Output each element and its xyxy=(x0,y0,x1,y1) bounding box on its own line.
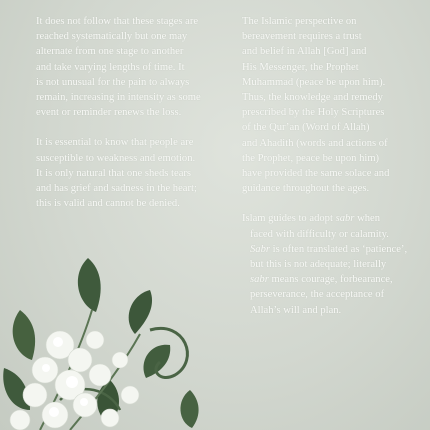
leaf-icon xyxy=(129,290,152,334)
text-line: The Islamic perspective on xyxy=(242,16,357,27)
left-paragraph-2 xyxy=(36,135,218,211)
text-line: faced with difficulty or calamity. xyxy=(250,228,389,240)
text-line: have provided the same solace and xyxy=(242,168,390,180)
text-line: It is essential to know that people are xyxy=(36,137,194,149)
text-line: perseverance, the acceptance of xyxy=(250,289,385,301)
text-line: this is valid and cannot be denied. xyxy=(36,198,180,210)
text-line: Thus, the knowledge and remedy xyxy=(242,92,383,104)
text-line: remain, increasing in intensity as some xyxy=(36,92,201,104)
text-line: and take varying lengths of time. It xyxy=(36,61,185,73)
text-line: of the Qur’an (Word of Allah) xyxy=(242,122,370,134)
left-column xyxy=(36,14,218,226)
text-line xyxy=(242,242,414,257)
text-line: Allah’s will and plan. xyxy=(250,304,342,316)
floral-ornament-icon xyxy=(0,250,230,430)
text-line: prescribed by the Holy Scriptures xyxy=(242,107,385,119)
text-span: Islam guides to adopt xyxy=(242,213,336,225)
italic-term: sabr xyxy=(250,274,269,286)
left-paragraph-1 xyxy=(36,14,218,120)
italic-term: sabr xyxy=(335,213,355,225)
text-line: but this is not adequate; literally xyxy=(250,259,387,271)
text-span: is often translated as ‘patience’, xyxy=(270,243,408,255)
text-span: when xyxy=(354,213,381,225)
text-line: and has grief and sadness in the heart; xyxy=(36,183,197,195)
text-line: is not unusual for the pain to always xyxy=(36,76,190,88)
text-line xyxy=(242,272,414,287)
leaf-icon xyxy=(13,310,35,360)
text-line: It does not follow that these stages are xyxy=(36,16,199,27)
text-line: susceptible to weakness and emotion. xyxy=(36,152,196,164)
text-line: and Ahadith (words and actions of xyxy=(242,137,388,149)
right-paragraph-1 xyxy=(242,14,414,196)
text-line xyxy=(242,211,414,226)
text-line: alternate from one stage to another xyxy=(36,46,184,58)
text-line: the Prophet, peace be upon him) xyxy=(242,152,380,164)
text-line: His Messenger, the Prophet xyxy=(242,61,359,73)
leaf-icon xyxy=(78,258,101,312)
text-line: bereavement requires a trust xyxy=(242,31,362,43)
text-line: Muhammad (peace be upon him). xyxy=(242,76,386,88)
italic-term: Sabr xyxy=(250,243,271,255)
text-line: guidance throughout the ages. xyxy=(242,183,370,195)
text-line: and belief in Allah [God] and xyxy=(242,46,367,58)
right-column xyxy=(242,14,414,333)
leaf-icon xyxy=(180,390,198,428)
text-line: It is only natural that one sheds tears xyxy=(36,167,192,179)
text-span: means courage, forbearance, xyxy=(268,274,393,286)
right-paragraph-2 xyxy=(242,211,414,317)
text-line: event or reminder renews the loss. xyxy=(36,107,182,119)
text-line: reached systematically but one may xyxy=(36,31,188,43)
